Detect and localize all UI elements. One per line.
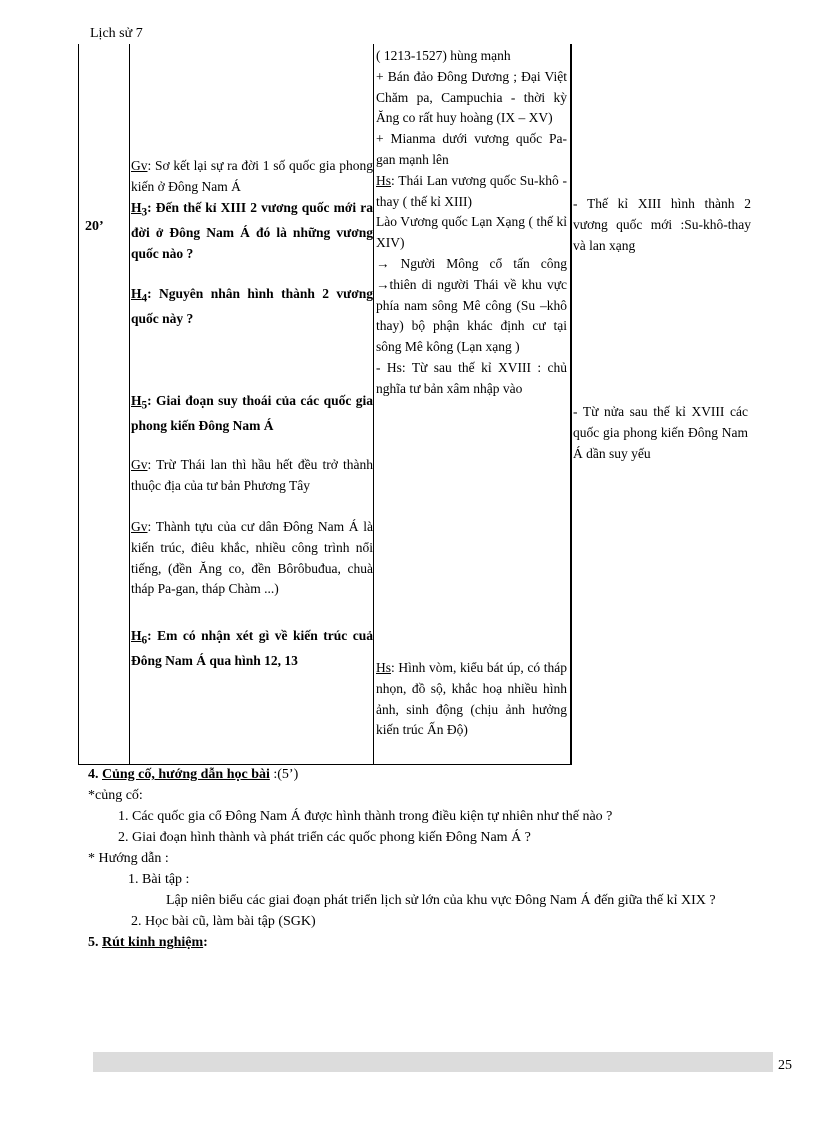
lesson-table <box>78 44 751 765</box>
question-h5: $H_5$: Giai đoạn suy thoái của các quốc gia phong kiến Đông Nam Á <box>131 393 373 434</box>
question-h4: $H_4$: Nguyên nhân hình thành 2 vương quốc này ? <box>131 286 373 327</box>
guidance-label: * Hướng dẫn : <box>88 851 169 866</box>
page-header: Lịch sử 7 <box>90 26 143 41</box>
homework-text: 2. Học bài cũ, làm bài tập (SGK) <box>131 914 316 929</box>
section-5-heading: 5. Rút kinh nghiệm: <box>88 935 208 950</box>
exercise-label: 1. Bài tập : <box>128 872 190 887</box>
col-divider <box>570 44 571 764</box>
teacher-activity: Gv: Sơ kết lại sự ra đời 1 số quốc gia phong kiến ở Đông Nam Á <box>131 158 373 194</box>
exercise-text: Lập niên biểu các giai đoạn phát triển lịch sử lớn của khu vực Đông Nam Á đến giữa thế kỉ XIX ? <box>166 893 716 908</box>
page-number: 25 <box>778 1058 792 1073</box>
lesson-content: - Từ nửa sau thế kỉ XVIII các quốc gia phong kiến Đông Nam Á dần suy yếu <box>573 404 748 461</box>
teacher-activity: Gv: Trừ Thái lan thì hầu hết đều trở thành thuộc địa của tư bản Phương Tây <box>131 457 373 493</box>
footer-bar <box>93 1052 773 1072</box>
section-4-heading: 4. Củng cố, hướng dẫn học bài :(5’) <box>88 767 299 782</box>
question-h6: $H_6$: Em có nhận xét gì về kiến trúc cuả Đông Nam Á qua hình 12, 13 <box>131 628 373 669</box>
col-divider <box>129 44 130 764</box>
teacher-activity: Gv: Thành tựu của cư dân Đông Nam Á là kiến trúc, điêu khắc, nhiều công trình nổi tiếng, (đền Ăng co, đền Bôrôbuđua, chuà tháp Pa-gan, tháp Chàm ...) <box>131 519 373 597</box>
review-label: *củng cố: <box>88 788 143 803</box>
col-divider <box>373 44 374 764</box>
review-question: 1. Các quốc gia cổ Đông Nam Á được hình thành trong điều kiện tự nhiên như thế nào ? <box>118 809 613 824</box>
student-activity: ( 1213-1527) hùng mạnh + Bán đảo Đông Dương ; Đại Việt Chăm pa, Campuchia - thời kỳ Ăng co rất huy hoàng (IX – XV) + Mianma dưới vương quốc Pa-gan mạnh lên Hs: Thái Lan vương quốc Su-khô -thay ( thế kỉ XIII) Lào Vương quốc Lạn Xạng ( thế kỉ XIV) → Người Mông cổ tấn công →thiên di người Thái về khu vực phía nam sông Mê công (Su –khô thay) bộ phận khác định cư tại sông Mê kông (Lạn xạng ) - Hs: Từ sau thế kỉ XVIII : chủ nghĩa tư bản xâm nhập vào <box>376 48 567 396</box>
question-h3: $H_3$: Đến thế kỉ XIII 2 vương quốc mới ra đời ở Đông Nam Á đó là những vương quốc nào ? <box>131 200 373 262</box>
review-question: 2. Giai đoạn hình thành và phát triển các quốc phong kiến Đông Nam Á ? <box>118 830 531 845</box>
lesson-content: - Thế kỉ XIII hình thành 2 vương quốc mới :Su-khô-thay và lan xạng <box>573 196 751 253</box>
lesson-footer <box>88 764 808 953</box>
time-cell: 20’ <box>85 219 104 234</box>
student-activity: Hs: Hình vòm, kiểu bát úp, có tháp nhọn, đồ sộ, khắc hoạ nhiều hình ảnh, sinh động (chịu ảnh hưởng kiến trúc Ấn Độ) <box>376 660 567 738</box>
